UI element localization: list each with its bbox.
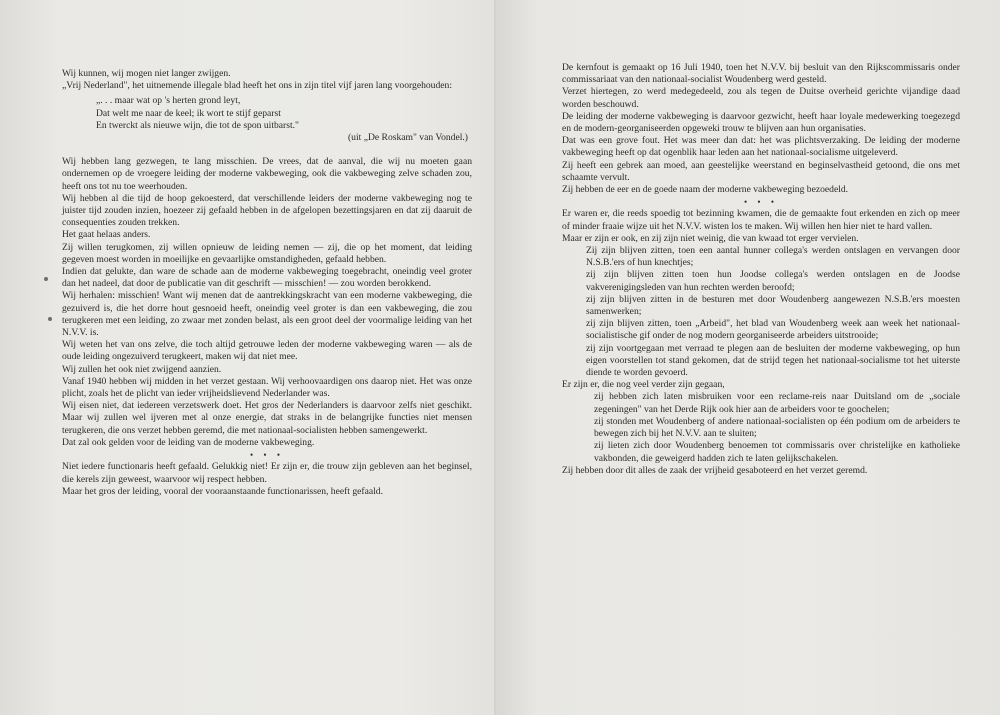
opening-paragraph: Wij kunnen, wij mogen niet langer zwijgen. [62,68,231,79]
paragraph: Vanaf 1940 hebben wij midden in het verzet gestaan. Wij verhoovaardigen ons daarop niet. Het was onze plicht, zoals het de plicht van ieder vrijheidslievend Nederlander was. [62,375,472,400]
paragraph: Zij heeft een gebrek aan moed, aan geestelijke weerstand en beginselvastheid getoond, die ons met schaamte vervult. [562,159,960,183]
paragraph: Wij zullen het ook niet zwijgend aanzien. [62,363,222,375]
section-separator: • • • [250,450,284,461]
paragraph: Wij herhalen: misschien! Want wij menen dat de aantrekkingskracht van een moderne vakbeweging, die gezuiverd is, die het dorre hout gesnoeid heeft, oneindig veel groter is dan een vakbeweging, die zou terugkeren met een leiding, zo zwaar met zonden belast, als een groot deel der voormalige leiding van het N.V.V. is. [62,290,472,339]
indented-paragraph: zij hebben zich laten misbruiken voor een reclame-reis naar Duitsland om de „sociale zegeningen" van het Derde Rijk ook hier aan de arbeiders voor te goochelen; [594,391,960,415]
paragraph: De kernfout is gemaakt op 16 Juli 1940, toen het N.V.V. bij besluit van den Rijkscommissaris onder commissariaat van den nationaal-socialist Woudenberg werd gesteld. [562,62,960,86]
indented-paragraph: zij zijn blijven zitten in de besturen met door Woudenberg aangewezen N.S.B.'ers moesten samenwerken; [586,293,960,318]
indented-paragraph: zij lieten zich door Woudenberg benoemen tot commissaris over christelijke en katholieke vakbonden, die geweigerd hadden zich te laten gelijkschakelen. [594,440,960,464]
right-page-text [562,62,960,477]
paragraph: Indien dat gelukte, dan ware de schade aan de moderne vakbeweging toegebracht, oneindig veel groter dan het nadeel, dat door de publicatie van dit geschrift — misschien! — zou worden berokkend. [62,266,472,290]
indented-paragraph: zij zijn blijven zitten toen hun Joodse collega's werden ontslagen en de Joodse vakverenigingsleden van hun rechten werden beroofd; [586,269,960,293]
paragraph: Wij eisen niet, dat iedereen verzetswerk doet. Het gros der Nederlanders is daarvoor zelfs niet geschikt. Maar wij zullen wel ijveren met al onze energie, dat straks in de belangrijke functies niet mensen terugkeren, die ons verzet hebben geremd, die met nationaal-socialisten hebben samengewerkt. [62,400,472,436]
poem-line: En twerckt als nieuwe wijn, die tot de spon uitbarst." [96,119,299,131]
indented-paragraph: zij zijn blijven zitten, toen „Arbeid", het blad van Woudenberg week aan week het nationaal-socialistische gif onder de nog modern georganiseerde arbeiders uitstrooide; [586,318,960,342]
paragraph: „Vrij Nederland", het uitnemende illegale blad heeft het ons in zijn titel vijf jaren lang voorgehouden: [62,80,452,92]
paragraph: Het gaat helaas anders. [62,229,151,241]
paragraph: Wij weten het van ons zelve, die toch altijd getrouwe leden der moderne vakbeweging waren — als de oude leiding ongezuiverd terugkeert, maken wij dat niet mee. [62,339,472,363]
paragraph: De leiding der moderne vakbeweging is daarvoor gezwicht, heeft haar loyale medewerking toegezegd en de modern-georganiseerden opgeweki trouw te blijven aan hun organisaties. [562,110,960,135]
indented-paragraph: zij zijn voortgegaan met verraad te plegen aan de besluiten der moderne vakbeweging, op hun eigen voorstellen tot stand gekomen, dat de strijd tegen het nationaal-socialisme tot het uiterste diende te worden gevoerd. [586,342,960,379]
paragraph: Wij hebben al die tijd de hoop gekoesterd, dat verschillende leiders der moderne vakbeweging nog te juister tijd zouden inzien, hoezeer zij gefaald hebben in de afgelopen bezettingsjaren en dat zij daaruit de consequenties zouden trekken. [62,192,472,229]
section-separator: • • • [744,197,778,208]
poem-source: (uit „De Roskam" van Vondel.) [347,132,468,144]
indented-paragraph: Zij zijn blijven zitten, toen een aantal hunner collega's werden ontslagen en vervangen door N.S.B.'ers of hun knechtjes; [586,245,960,269]
paragraph: Niet iedere functionaris heeft gefaald. Gelukkig niet! Er zijn er, die trouw zijn gebleven aan het beginsel, die kerels zijn geweest, waarvoor wij respect hebben. [62,461,472,485]
paragraph: Er zijn er, die nog veel verder zijn gegaan, [562,379,725,391]
paragraph: Zij willen terugkomen, zij willen opnieuw de leiding nemen — zij, die op het moment, dat leiding gegeven moest worden in moeilijke en gevaarlijke omstandigheden, gefaald hebben. [62,241,472,265]
paragraph: Er waren er, die reeds spoedig tot bezinning kwamen, die de gemaakte fout erkenden en zich op meer of minder fraaie wijze uit het N.V.V. wisten los te maken. Wij willen hen hier niet te hard vallen. [562,208,960,232]
binding-hole-bottom [48,317,52,321]
poem-line: „. . . maar wat op 's herten grond leyt, [96,95,241,107]
paragraph: Zij hebben de eer en de goede naam der moderne vakbeweging bezoedeld. [562,184,849,196]
poem-quote [96,95,472,144]
indented-paragraph: zij stonden met Woudenberg of andere nationaal-socialisten op één podium om de arbeiders te bewegen zich bij het N.V.V. aan te sluiten; [594,415,960,440]
paragraph: Maar het gros der leiding, vooral der vooraanstaande functionarissen, heeft gefaald. [62,485,383,497]
left-page [0,0,498,715]
left-page-text [62,68,472,498]
right-page [498,0,1000,715]
poem-line: Dat welt me naar de keel; ik wort te stijf geparst [96,107,281,119]
paragraph: Maar er zijn er ook, en zij zijn niet weinig, die van kwaad tot erger vervielen. [562,232,859,244]
binding-hole-top [44,277,48,281]
paragraph: Zij hebben door dit alles de zaak der vrijheid gesaboteerd en het verzet geremd. [562,464,868,476]
paragraph: Dat was een grove fout. Het was meer dan dat: het was plichtsverzaking. De leiding der moderne vakbeweging heeft op dat ogenblik haar leden aan het nationaal-socialisme uitgeleverd. [562,135,960,159]
paragraph: Verzet hiertegen, zo werd medegedeeld, zou als tegen de Duitse overheid gerichte vijandige daad worden beschouwd. [562,86,960,110]
paragraph: Dat zal ook gelden voor de leiding van de moderne vakbeweging. [62,436,315,448]
paragraph: Wij hebben lang gezwegen, te lang misschien. De vrees, dat de aanval, die wij nu moeten gaan ondernemen op de vroegere leiding der moderne vakbeweging, ook die vakbeweging zelve schaden zou, heeft ons tot nu toe weerhouden. [62,156,472,192]
